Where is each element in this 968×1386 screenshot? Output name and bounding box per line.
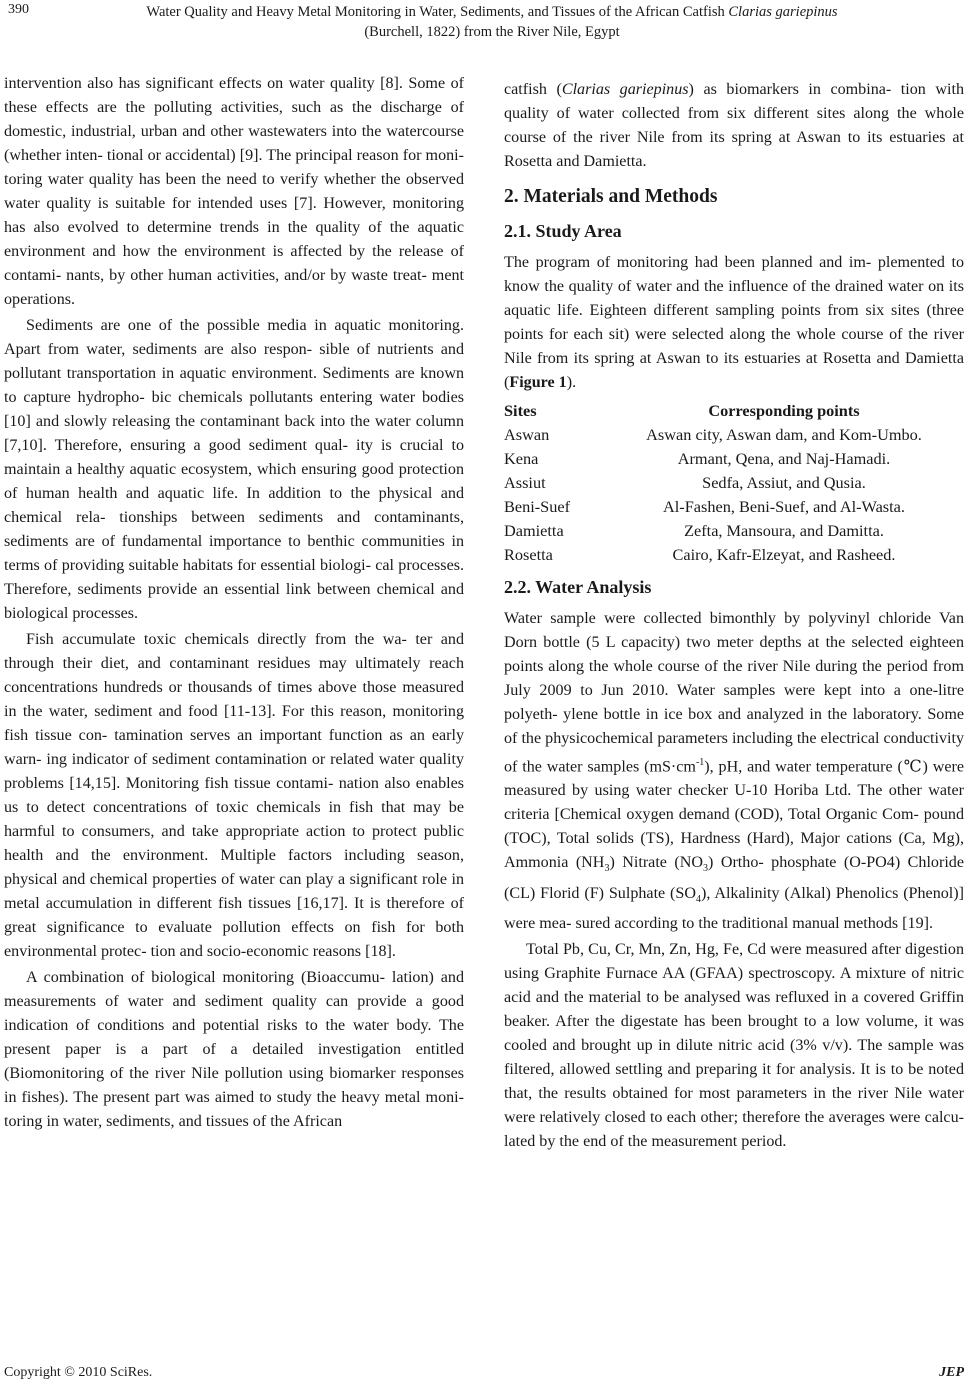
water-analysis-paragraph [504,607,964,936]
table-cell: Zefta, Mansoura, and Damitta. [684,521,884,540]
intro-paragraph [504,78,964,174]
table-cell: Aswan city, Aswan dam, and Kom-Umbo. [646,425,922,444]
table-cell: Al-Fashen, Beni-Suef, and Al-Wasta. [663,497,905,516]
table-cell: Cairo, Kafr-Elzeyat, and Rasheed. [672,545,896,564]
paragraph: Total Pb, Cu, Cr, Mn, Zn, Hg, Fe, Cd were measured after digestion using Graphite Furnace AA (GFAA) spectroscopy. A mixture of nitric acid and the material to be analysed was refluxed in a covered Griffin beaker. After the digestate has been brought to a low volume, it was cooled and brought up in dilute nitric acid (3% v/v). The sample was filtered, allowed settling and preparing it for analysis. It is to be noted that, the results obtained for most parameters in the river Nile water were relatively closed to each other; therefore the averages were calcu- lated by the end of the measurement period. [504,940,964,1150]
running-title-line1: Water Quality and Heavy Metal Monitoring in Water, Sediments, and Tissues of the African Catfish [146,4,729,20]
table-header-cell: Sites [504,401,537,420]
sites-table [504,399,964,567]
subscript: 3 [604,863,610,875]
page-number: 390 [8,2,29,17]
table-cell: Kena [504,449,539,468]
left-column [4,72,464,1134]
text-run: ), Alkalinity (Alkal) Phenolics (Phenol)] were mea- sured according to the traditional manual methods [19]. [504,884,964,932]
table-cell: Armant, Qena, and Naj-Hamadi. [677,449,891,468]
subscript: 3 [703,863,708,875]
subscript: 4 [695,893,701,905]
superscript: -1 [695,757,705,768]
running-title-line2: (Burchell, 1822) from the River Nile, Egypt [364,24,620,40]
text-run: ). [566,374,577,391]
table-header-row [504,399,964,423]
right-column [504,78,964,1154]
table-cell: Sedfa, Assiut, and Qusia. [702,473,866,492]
text-run: ) as biomarkers in combina- tion with quality of water collected from six different sites along the whole course of the river Nile from its spring at Aswan to its estuaries at Rosetta and Damietta. [504,81,965,170]
text-run: ), pH, and water temperature (℃) were measured by using water checker U-10 Horiba Ltd. The other water criteria [Chemical oxygen demand (COD), Total Organic Com- pound (TOC), Total solids (TS), Hardness (Hard), Major cations (Ca, Mg), Ammonia (NH [504,758,964,872]
study-area-paragraph [504,251,964,395]
subsection-heading: 2.1. Study Area [504,221,622,241]
text-run: The program of monitoring had been planned and im- plemented to know the quality of water and the influence of the drained water on its aquatic life. Eighteen different sampling points from six sites (three points for each sit) were selected along the whole course of the river Nile from its spring at Aswan to its estuaries at Rosetta and Damietta ( [504,254,964,391]
journal-abbrev: JEP [939,1365,964,1380]
table-cell: Assiut [504,473,546,492]
paragraph: intervention also has significant effects on water quality [8]. Some of these effects are the polluting activities, such as the discharge of domestic, industrial, urban and other wastewaters into the watercourse (whether inten- tional or accidental) [9]. The principal reason for moni- toring water quality has been the need to verify whether the observed water quality is suitable for intended uses [7]. However, monitoring has also evolved to determine trends in the quality of the aquatic environment and how the environment is affected by the release of contami- nants, by other human activities, and/or by waste treat- ment operations. [4,75,464,308]
running-title-species: Clarias gariepinus [728,4,838,20]
table-header-cell: Corresponding points [708,401,860,420]
section-heading: 2. Materials and Methods [504,186,718,207]
table-row [504,471,964,495]
text-run: ) Ortho- phosphate (O-PO4) Chloride (CL) Florid (F) Sulphate (SO [504,854,964,902]
table-row [504,423,964,447]
text-run: catfish ( [504,81,562,98]
table-cell: Rosetta [504,545,553,564]
table-cell: Damietta [504,521,564,540]
species-name: Clarias gariepinus [561,81,689,98]
paragraph: A combination of biological monitoring (Bioaccumu- lation) and measurements of water and sediment quality can provide a good indication of conditions and potential risks to the water body. The present paper is a part of a detailed investigation entitled (Biomonitoring of the river Nile pollution using biomarker responses in fishes). The present part was aimed to study the heavy metal moni- toring in water, sediments, and tissues of the African [4,969,464,1130]
table-row [504,447,964,471]
figure-reference: Figure 1 [509,374,567,391]
text-run: Water sample were collected bimonthly by polyvinyl chloride Van Dorn bottle (5 L capacity) two meter depths at the selected eighteen points along the whole course of the river Nile during the period from July 2009 to Jun 2010. Water samples were kept into a one-litre polyeth- ylene bottle in ice box and analyzed in the laboratory. Some of the physicochemical parameters including the electrical conductivity of the water samples (mS·cm [504,610,964,776]
table-row [504,543,964,567]
running-title [52,2,932,42]
paragraph: Sediments are one of the possible media in aquatic monitoring. Apart from water, sediments are also respon- sible of nutrients and pollutant transportation in aquatic environment. Sediments are known to capture hydropho- bic chemicals pollutants entering water bodies [10] and slowly releasing the contaminant back into the water column [7,10]. Therefore, ensuring a good sediment qual- ity is crucial to maintain a healthy aquatic ecosystem, which ensuring good protection of human health and aquatic life. In addition to the physical and chemical rela- tionships between sediments and contaminants, sediments are of fundamental importance to benthic communities in terms of providing suitable habitats for essential biologi- cal processes. Therefore, sediments provide an essential link between chemical and biological processes. [4,317,464,622]
table-row [504,495,964,519]
table-cell: Beni-Suef [504,497,571,516]
paragraph: Fish accumulate toxic chemicals directly from the wa- ter and through their diet, and contaminant residues may ultimately reach concentrations hundreds or thousands of times above those measured in the water, sediment and food [11-13]. For this reason, monitoring fish tissue con- tamination serves an important function as an early warn- ing indicator of sediment contamination or related water quality problems [14,15]. Monitoring fish tissue contami- nation also enables us to detect concentrations of toxic chemicals in fish that may be harmful to consumers, and take appropriate action to protect public health and the environment. Multiple factors including season, physical and chemical properties of water can play a significant role in metal accumulation in different fish tissues [16,17]. It is therefore of great significance to evaluate pollution effects on fish for both environmental protec- tion and socio-economic reasons [18]. [4,631,464,960]
table-row [504,519,964,543]
text-run: ) Nitrate (NO [609,854,703,872]
copyright: Copyright © 2010 SciRes. [4,1365,153,1380]
table-cell: Aswan [504,425,550,444]
subsection-heading: 2.2. Water Analysis [504,577,652,597]
